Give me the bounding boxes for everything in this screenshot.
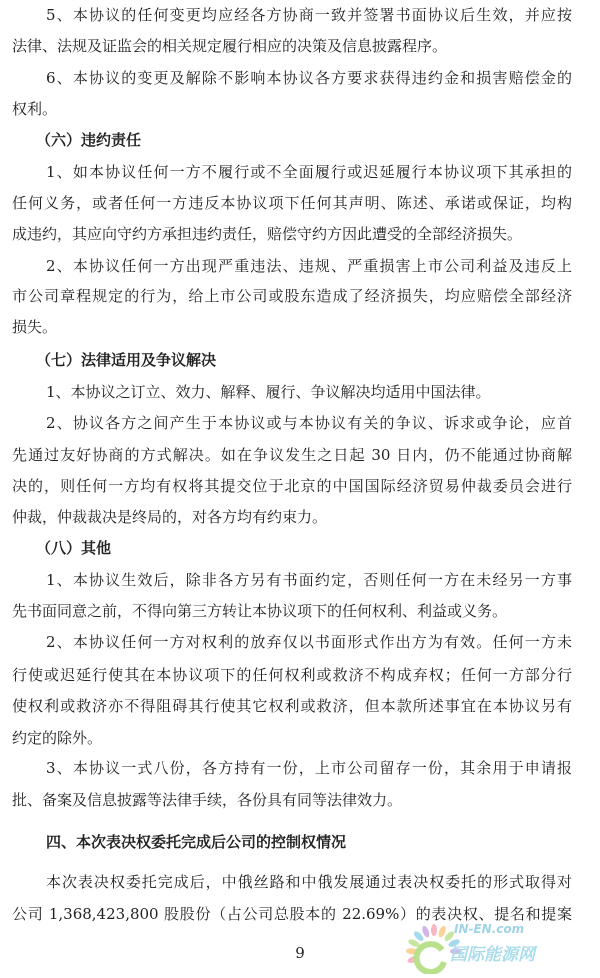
text-line: 1、本协议之订立、效力、解释、履行、争议解决均适用中国法律。 [46, 383, 491, 401]
text-line: 本次表决权委托完成后，中俄丝路和中俄发展通过表决权委托的形式取得对 [46, 873, 572, 891]
text-line: 先通过友好协商的方式解决。如在争议发生之日起 30 日内，仍不能通过协商解 [12, 446, 572, 464]
text-line: 公司 1,368,423,800 股股份（占公司总股本的 22.69%）的表决权、提名和提案 [12, 905, 572, 923]
section-heading: 四、本次表决权委托完成后公司的控制权情况 [46, 833, 347, 851]
section-heading: （六）违约责任 [36, 131, 142, 149]
text-line: 2、本协议任何一方对权利的放弃仅以书面形式作出方为有效。任何一方未 [46, 633, 572, 651]
text-line: 1、本协议生效后，除非各方另有书面约定，否则任何一方在未经另一方事 [46, 571, 572, 589]
text-line: 决的，则任何一方均有权将其提交位于北京的中国国际经济贸易仲裁委员会进行 [12, 477, 572, 495]
watermark-brand-cn: 国际能源网 [450, 945, 535, 965]
text-line: 法律、法规及证监会的相关规定履行相应的决策及信息披露程序。 [12, 37, 448, 55]
section-heading: （八）其他 [36, 539, 112, 557]
petal-icon [431, 924, 437, 936]
text-line: 2、本协议任何一方出现严重违法、违规、严重损害上市公司利益及违反上 [46, 257, 572, 275]
watermark-logo [404, 912, 594, 974]
text-line: 3、本协议一式八份，各方持有一份，上市公司留存一份，其余用于申请报 [46, 759, 572, 777]
text-line: 市公司章程规定的行为，给上市公司或股东造成了经济损失，均应赔偿全部经济 [12, 287, 572, 305]
text-line: 批、备案及信息披露等法律手续，各份具有同等法律效力。 [12, 791, 403, 809]
page-number: 9 [295, 944, 305, 962]
text-line: 损失。 [12, 318, 58, 336]
text-line: 6、本协议的变更及解除不影响本协议各方要求获得违约金和损害赔偿金的 [46, 69, 572, 87]
text-line: 使权利或救济亦不得阻碍其行使其它权利或救济，但本款所述事宜在本协议另有 [12, 697, 572, 715]
text-line: 权利。 [12, 100, 58, 118]
text-line: 约定的除外。 [12, 729, 103, 747]
text-line: 先书面同意之前，不得向第三方转让本协议项下的任何权利、利益或义务。 [12, 602, 508, 620]
section-heading: （七）法律适用及争议解决 [36, 351, 217, 369]
watermark-brand-en: IN-EN.com [454, 922, 525, 936]
text-line: 成违约，其应向守约方承担违约责任，赔偿守约方因此遭受的全部经济损失。 [12, 225, 523, 243]
text-line: 仲裁，仲裁裁决是终局的，对各方均有约束力。 [12, 508, 328, 526]
text-line: 5、本协议的任何变更均应经各方协商一致并签署书面协议后生效，并应按 [46, 6, 572, 24]
text-line: 1、如本协议任何一方不履行或不全面履行或迟延履行本协议项下其承担的 [46, 163, 572, 181]
text-line: 任何义务，或者任何一方违反本协议项下任何其声明、陈述、承诺或保证，均构 [12, 194, 572, 212]
text-line: 2、协议各方之间产生于本协议或与本协议有关的争议、诉求或争论，应首 [46, 414, 572, 432]
text-line: 行使或迟延行使其在本协议项下的任何权利或救济不构成弃权；任何一方部分行 [12, 666, 572, 684]
